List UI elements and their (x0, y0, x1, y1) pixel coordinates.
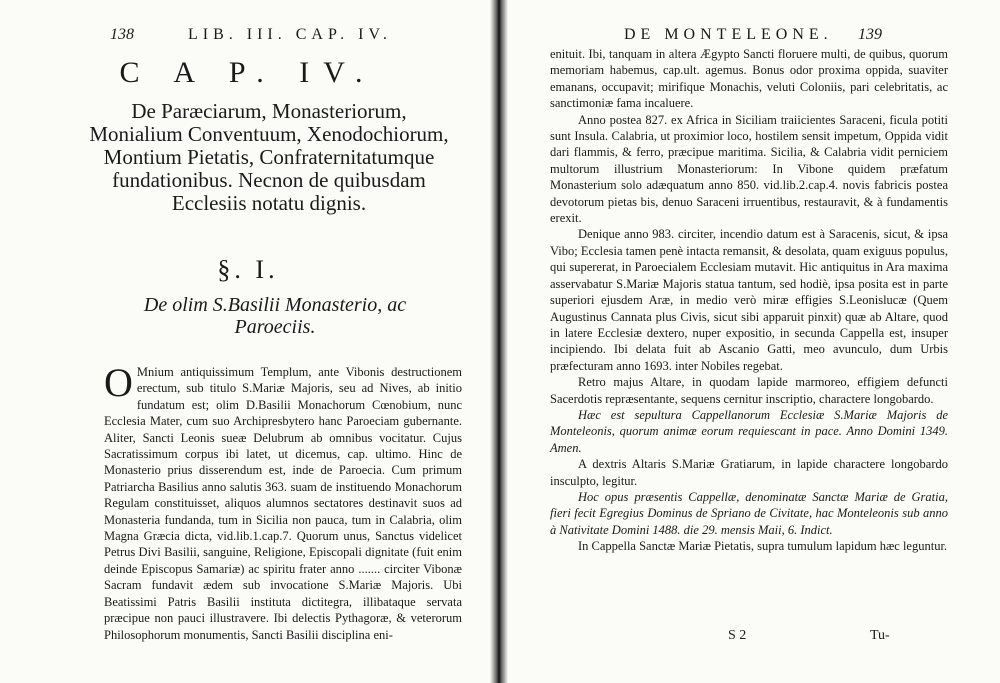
page-number: 138 (110, 26, 134, 43)
paragraph: In Cappella Sanctæ Mariæ Pietatis, supra tumulum lapidum hæc leguntur. (578, 539, 948, 554)
right-page (502, 0, 1000, 683)
chapter-heading: C A P. IV. (119, 56, 377, 89)
section-subtitle: De olim S.Basilii Monasterio, ac Paroeciis. (143, 294, 407, 338)
drop-cap: O (104, 360, 133, 405)
body-text (104, 360, 462, 643)
paragraph-text: Mnium antiquissimum Templum, ante Vibonis destructionem erectum, sub titulo S.Mariæ Majoris, seu ad Nives, ab initio fundatum est; olim D.Basilii Monachorum Cœnobium, nunc Ecclesia Mater, cum suo Archipresbytero hanc Paroeciam gubernante. Aliter, Sancti Leonis sueæ Delubrum ab omnibus vocitatur. Cujus Sacratissimum corpus ibi latet, ut dicemus, cap. ultimo. Hinc de Monasterio prius disserendum est, inde de Paroecia. Cum primum Patriarcha Basilius anno salutis 363. suam de instituendo Monachorum Regulam constituisset, aliquos alumnos sectatores destinavit suos ad Monasteria fundanda, tum in Sicilia non pauca, tum in Calabria, olim Magna Græcia dicta, vid.lib.1.cap.7. Quorum unus, Sanctus videlicet Petrus Divi Basilii, sanguine, Religione, Episcopali dignitate (fuit enim deinde Episcopus Samariæ) ac spiritu frater anno ....... circiter Vibonæ Sacram fundavit ædem sub invocatione S.Mariæ Majoris. Ubi Beatissimi Patris Basilii instituta dictitegra, illibataque servata præcipue non pauci illustravere. Ibi delectis Pythagoræ, & veterorum Philosophorum monumentis, Sancti Basilii disciplina eni- (104, 365, 462, 642)
inscription: Hæc est sepultura Cappellanorum Ecclesiæ S.Mariæ Majoris de Monteleonis, quorum animæ eorum requiescant in pace. Anno Domini 1349. Amen. (550, 407, 948, 455)
paragraph: Anno postea 827. ex Africa in Siciliam traiicientes Saraceni, ficula potiti sunt Insula. Calabria, ut proximior loco, hostilem sensit impetum, Oppida vidit dari flammis, & ferro, præcipue maritima. Sicilia, & Calabria vidit perniciem multorum illustrium Monasteriorum: In Vibone quidem præfatum Monasterium solo adæquatum anno 850. vid.lib.2.cap.4. novis fabricis postea devotorum pietas bis, denuo Saraceni irruentibus, restauravit, & à fundamentis erexit. (550, 112, 948, 226)
running-head: DE MONTELEONE. (624, 26, 833, 43)
signature-mark: S 2 (728, 628, 747, 643)
paragraph (104, 360, 462, 643)
body-text (550, 46, 948, 555)
section-heading: §. I. (217, 255, 279, 284)
paragraph: enituit. Ibi, tanquam in altera Ægypto Sancti floruere multi, de quibus, quorum memoriam habemus, cap.ult. agemus. Bonus odor proxima oppida, suaviter emanans, occupavit; mirifique Monachis, veluti Coloniis, pari celebritatis, ac sanctimoniæ fama incaluere. (550, 47, 948, 111)
page-number: 139 (858, 26, 882, 43)
chapter-title: De Paræciarum, Monasteriorum, Monialium Conventuum, Xenodochiorum, Montium Pietatis, Confraternitatumque fundationibus. Necnon de quibusdam Ecclesiis notatu dignis. (89, 99, 449, 215)
catchword: Tu- (870, 628, 890, 643)
running-head: LIB. III. CAP. IV. (188, 26, 392, 43)
left-page (0, 0, 496, 683)
inscription: Hoc opus præsentis Cappellæ, denominatæ Sanctæ Mariæ de Gratia, fieri fecit Egregius Dominus de Spriano de Civitate, hac Monteleonis sub anno à Nativitate Domini 1488. die 29. mensis Maii, 6. Indict. (550, 489, 948, 537)
paragraph: Retro majus Altare, in quodam lapide marmoreo, effigiem defuncti Sacerdotis repræsentante, sequens cernitur inscriptio, charactere longobardo. (550, 375, 948, 406)
paragraph: Denique anno 983. circiter, incendio datum est à Saracenis, sicut, & ipsa Vibo; Ecclesia tamen penè intacta remansit, & desolata, quam exiguus populus, qui supererat, in Paroecialem Ecclesiam mutavit. Hic antiquitus in Ara maxima asservabatur S.Mariæ Majoris statua tantum, sed hodiè, ipsa posita est in parte superiori ejusdem Aræ, in medio verò miræ effigies S.Leonislucæ (Quem Augustinus Cannata plus Civis, sicut sibi apparuit pinxit) quæ ab Altare, quod in latere Ecclesiæ dextero, nuper expositio, in secunda Cappella est, insuper incipiendo. Ibi delata fuit ab Ascanio Gatti, meo avunculo, dum Urbis præfecturam anno 1693. inter Nobiles regebat. (550, 227, 948, 373)
paragraph: A dextris Altaris S.Mariæ Gratiarum, in lapide charactere longobardo insculpto, legitur. (550, 457, 948, 488)
